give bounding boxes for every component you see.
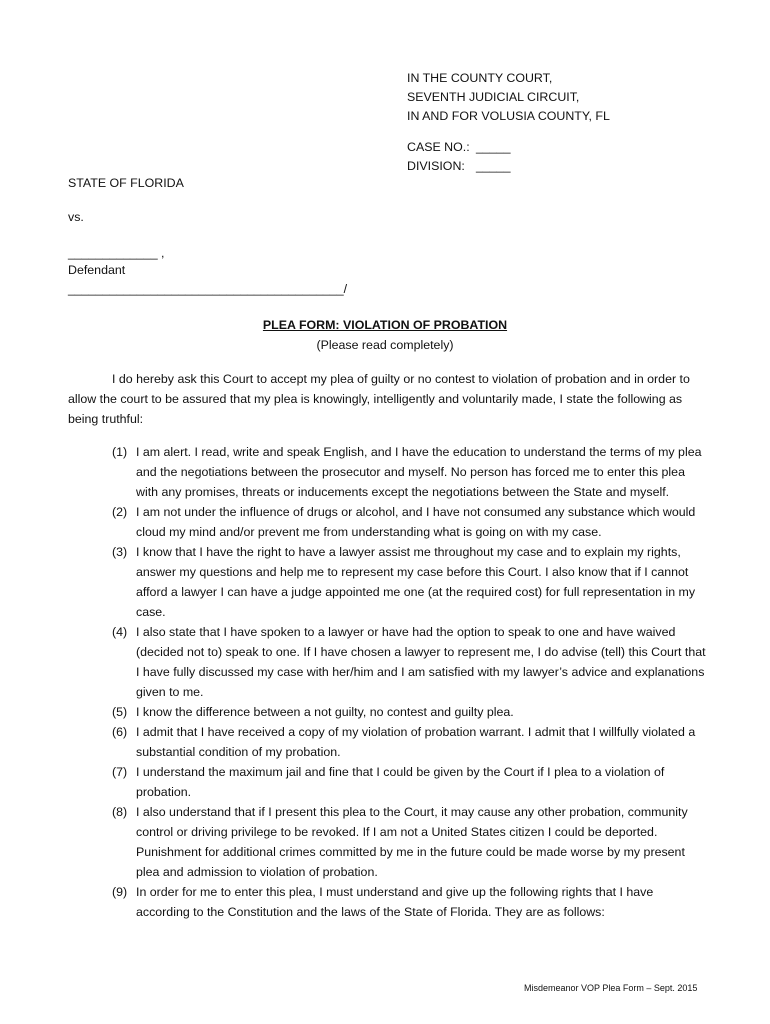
list-item [112, 722, 712, 762]
item-number: (4) [112, 625, 128, 639]
versus-text: vs. [68, 210, 84, 224]
intro-paragraph: I do hereby ask this Court to accept my plea of guilty or no contest to violation of probation and in order to allow the court to be assured that my plea is knowingly, intelligently and voluntarily made, I state the following as being truthful: [68, 372, 690, 426]
item-text: I understand the maximum jail and fine that I could be given by the Court if I plea to a violation of probation. [136, 765, 665, 799]
list-item [112, 622, 712, 702]
caption-separator-line: ________________________________________/ [68, 282, 348, 296]
plea-statements-list [112, 442, 712, 922]
item-number: (6) [112, 725, 128, 739]
item-text: In order for me to enter this plea, I must understand and give up the following rights that I have according to the Constitution and the laws of the State of Florida. They are as follows: [136, 885, 654, 919]
form-title: PLEA FORM: VIOLATION OF PROBATION [262, 318, 508, 332]
item-text: I am not under the influence of drugs or alcohol, and I have not consumed any substance which would cloud my mind and/or prevent me from understanding what is going on with my case. [136, 505, 696, 539]
list-item [112, 542, 712, 622]
case-no-value: _____ [476, 140, 511, 154]
list-item [112, 702, 712, 722]
item-number: (1) [112, 445, 128, 459]
item-number: (5) [112, 705, 128, 719]
item-text: I know that I have the right to have a lawyer assist me throughout my case and to explain my rights, answer my questions and help me to represent my case before this Court. I also know that if I cannot afford a lawyer I can have a judge appointed me one (at the required cost) for full representation in my case. [136, 545, 696, 619]
item-text: I know the difference between a not guilty, no contest and guilty plea. [136, 705, 514, 719]
court-line-1: IN THE COUNTY COURT, [407, 71, 553, 85]
item-text: I admit that I have received a copy of my violation of probation warrant. I admit that I willfully violated a substantial condition of my probation. [136, 725, 696, 759]
list-item [112, 502, 712, 542]
item-number: (8) [112, 805, 128, 819]
item-number: (3) [112, 545, 128, 559]
case-info [407, 139, 510, 177]
court-line-3: IN AND FOR VOLUSIA COUNTY, FL [407, 109, 610, 123]
division-label: DIVISION: [407, 159, 465, 173]
defendant-label: Defendant [68, 263, 126, 277]
case-no-label: CASE NO.: [407, 140, 470, 154]
item-text: I also state that I have spoken to a lawyer or have had the option to speak to one and have waived (decided not to) speak to one. If I have chosen a lawyer to represent me, I do advise (tell) this Court that I have fully discussed my case with her/him and I am satisfied with my lawyer’s advice and explanations given to me. [136, 625, 706, 699]
item-text: I am alert. I read, write and speak English, and I have the education to understand the terms of my plea and the negotiations between the prosecutor and myself. No person has forced me to enter this plea with any promises, threats or inducements except the negotiations between the State and myself. [136, 445, 702, 499]
court-line-2: SEVENTH JUDICIAL CIRCUIT, [407, 90, 580, 104]
court-heading [407, 70, 610, 127]
state-of-florida: STATE OF FLORIDA [68, 176, 184, 190]
form-subtitle: (Please read completely) [316, 338, 454, 352]
division-value: _____ [476, 159, 511, 173]
list-item [112, 802, 712, 882]
item-text: I also understand that if I present this plea to the Court, it may cause any other probation, community control or driving privilege to be revoked. If I am not a United States citizen I could be deported. Punishment for additional crimes committed by me in the future could be made worse by my present plea and admission to violation of probation. [136, 805, 688, 879]
division-row [407, 158, 510, 177]
item-number: (2) [112, 505, 128, 519]
case-no-row [407, 139, 510, 158]
page-footer: Misdemeanor VOP Plea Form – Sept. 2015 [524, 983, 698, 993]
item-number: (9) [112, 885, 128, 899]
list-item [112, 442, 712, 502]
list-item [112, 762, 712, 802]
item-number: (7) [112, 765, 128, 779]
defendant-name-blank: _____________ , [68, 246, 165, 260]
list-item [112, 882, 712, 922]
